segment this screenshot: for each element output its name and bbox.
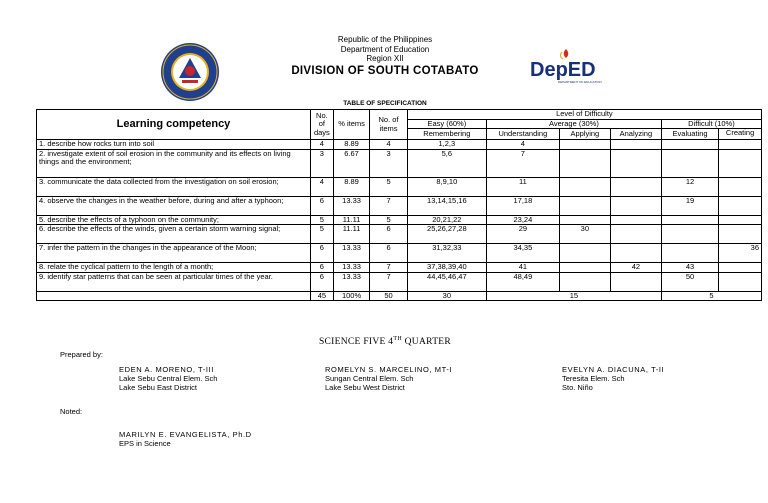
preparer-name: EDEN A. MORENO, T-III <box>119 365 214 374</box>
applying-cell <box>559 140 610 150</box>
competency-cell: 7. infer the pattern in the changes in the appearance of the Moon; <box>37 244 311 263</box>
total-easy: 30 <box>407 291 486 301</box>
items-cell: 6 <box>370 225 407 244</box>
analyzing-cell <box>610 177 661 196</box>
analyzing-cell <box>610 272 661 291</box>
table-row <box>37 215 762 225</box>
preparer-district: Sto. Niño <box>562 383 593 392</box>
header-level: Level of Difficulty <box>407 110 761 120</box>
evaluating-cell: 19 <box>661 196 718 215</box>
total-days: 45 <box>310 291 333 301</box>
analyzing-cell <box>610 244 661 263</box>
creating-cell <box>719 263 762 273</box>
analyzing-cell: 42 <box>610 263 661 273</box>
analyzing-cell <box>610 196 661 215</box>
preparer-district: Lake Sebu West District <box>325 383 405 392</box>
noted-name: MARILYN E. EVANGELISTA, Ph.D <box>119 430 252 439</box>
deped-wordmark-logo <box>528 48 604 86</box>
applying-cell <box>559 149 610 177</box>
header-difficult: Difficult (10%) <box>661 119 761 129</box>
preparer-district: Lake Sebu East District <box>119 383 197 392</box>
percent-cell: 8.89 <box>333 140 369 150</box>
preparer-school: Teresita Elem. Sch <box>562 374 625 383</box>
items-cell: 6 <box>370 244 407 263</box>
days-cell: 6 <box>310 272 333 291</box>
noted-signatory <box>119 430 252 448</box>
competency-cell: 5. describe the effects of a typhoon on the community; <box>37 215 311 225</box>
remembering-cell: 8,9,10 <box>407 177 486 196</box>
applying-cell <box>559 215 610 225</box>
preparer-school: Sungan Central Elem. Sch <box>325 374 414 383</box>
understanding-cell: 17,18 <box>486 196 559 215</box>
header-republic: Republic of the Philippines <box>337 35 433 44</box>
header-evaluating: Evaluating <box>661 129 718 140</box>
creating-cell <box>719 177 762 196</box>
days-cell: 6 <box>310 244 333 263</box>
evaluating-cell: 50 <box>661 272 718 291</box>
percent-cell: 11.11 <box>333 215 369 225</box>
evaluating-cell <box>661 244 718 263</box>
total-items: 50 <box>370 291 407 301</box>
header-applying: Applying <box>559 129 610 140</box>
days-cell: 4 <box>310 140 333 150</box>
understanding-cell: 41 <box>486 263 559 273</box>
header-average: Average (30%) <box>486 119 661 129</box>
header-items: No. of items <box>370 110 407 140</box>
preparer-school: Lake Sebu Central Elem. Sch <box>119 374 218 383</box>
header-competency: Learning competency <box>37 110 311 140</box>
applying-cell <box>559 263 610 273</box>
header-analyzing: Analyzing <box>610 129 661 140</box>
evaluating-cell <box>661 149 718 177</box>
table-row <box>37 225 762 244</box>
items-cell: 4 <box>370 140 407 150</box>
understanding-cell: 34,35 <box>486 244 559 263</box>
analyzing-cell <box>610 140 661 150</box>
header-percent: % items <box>333 110 369 140</box>
competency-cell: 1. describe how rocks turn into soil <box>37 140 311 150</box>
noted-title: EPS in Science <box>119 439 171 448</box>
analyzing-cell <box>610 225 661 244</box>
noted-label: Noted: <box>60 407 83 416</box>
remembering-cell: 44,45,46,47 <box>407 272 486 291</box>
percent-cell: 6.67 <box>333 149 369 177</box>
understanding-cell: 7 <box>486 149 559 177</box>
competency-cell: 4. observe the changes in the weather before, during and after a typhoon; <box>37 196 311 215</box>
days-cell: 3 <box>310 149 333 177</box>
applying-cell: 30 <box>559 225 610 244</box>
evaluating-cell <box>661 225 718 244</box>
header-department: Department of Education <box>340 44 430 54</box>
creating-cell: 36 <box>719 244 762 263</box>
creating-cell <box>719 272 762 291</box>
total-average: 15 <box>486 291 661 301</box>
evaluating-cell: 12 <box>661 177 718 196</box>
items-cell: 7 <box>370 196 407 215</box>
tos-title: TABLE OF SPECIFICATION <box>343 100 427 107</box>
total-percent: 100% <box>333 291 369 301</box>
remembering-cell: 37,38,39,40 <box>407 263 486 273</box>
table-row <box>37 177 762 196</box>
table-row <box>37 272 762 291</box>
percent-cell: 8.89 <box>333 177 369 196</box>
days-cell: 5 <box>310 215 333 225</box>
creating-cell <box>719 149 762 177</box>
deped-logo-text: DepED <box>530 59 596 81</box>
header-understanding: Understanding <box>486 129 559 140</box>
subtitle-rest: QUARTER <box>401 337 452 348</box>
remembering-cell: 1,2,3 <box>407 140 486 150</box>
document-header <box>200 35 570 78</box>
remembering-cell: 31,32,33 <box>407 244 486 263</box>
percent-cell: 13.33 <box>333 272 369 291</box>
items-cell: 7 <box>370 263 407 273</box>
competency-cell: 3. communicate the data collected from the investigation on soil erosion; <box>37 177 311 196</box>
remembering-cell: 13,14,15,16 <box>407 196 486 215</box>
days-cell: 4 <box>310 177 333 196</box>
percent-cell: 13.33 <box>333 263 369 273</box>
items-cell: 3 <box>370 149 407 177</box>
prepared-by-label: Prepared by: <box>60 350 103 359</box>
remembering-cell: 5,6 <box>407 149 486 177</box>
analyzing-cell <box>610 215 661 225</box>
table-row <box>37 140 762 150</box>
preparer-1 <box>119 365 217 392</box>
competency-cell: 9. identify star patterns that can be seen at particular times of the year. <box>37 272 311 291</box>
deped-logo-subtext: DEPARTMENT OF EDUCATION <box>558 80 602 84</box>
days-cell: 5 <box>310 225 333 244</box>
header-creating: Creating <box>719 129 762 140</box>
table-row <box>37 196 762 215</box>
table-of-specification <box>36 109 762 301</box>
document-subtitle <box>300 336 470 347</box>
preparer-2 <box>325 365 452 392</box>
understanding-cell: 29 <box>486 225 559 244</box>
header-easy: Easy (60%) <box>407 119 486 129</box>
percent-cell: 13.33 <box>333 196 369 215</box>
subtitle-sup: TH <box>393 336 402 342</box>
understanding-cell: 48,49 <box>486 272 559 291</box>
percent-cell: 13.33 <box>333 244 369 263</box>
items-cell: 5 <box>370 177 407 196</box>
items-cell: 7 <box>370 272 407 291</box>
header-region: Region XII <box>366 54 404 63</box>
remembering-cell: 20,21,22 <box>407 215 486 225</box>
understanding-cell: 11 <box>486 177 559 196</box>
header-days: No. of days <box>310 110 333 140</box>
creating-cell <box>719 215 762 225</box>
applying-cell <box>559 177 610 196</box>
evaluating-cell: 43 <box>661 263 718 273</box>
header-division: DIVISION OF SOUTH COTABATO <box>291 64 479 77</box>
applying-cell <box>559 244 610 263</box>
creating-cell <box>719 225 762 244</box>
evaluating-cell <box>661 140 718 150</box>
competency-cell: 8. relate the cyclical pattern to the length of a month; <box>37 263 311 273</box>
preparer-name: EVELYN A. DIACUNA, T-II <box>562 365 665 374</box>
creating-cell <box>719 140 762 150</box>
header-remembering: Remembering <box>407 129 486 140</box>
totals-row <box>37 291 762 301</box>
applying-cell <box>559 272 610 291</box>
understanding-cell: 23,24 <box>486 215 559 225</box>
evaluating-cell <box>661 215 718 225</box>
days-cell: 6 <box>310 263 333 273</box>
competency-cell: 6. describe the effects of the winds, given a certain storm warning signal; <box>37 225 311 244</box>
table-row <box>37 244 762 263</box>
table-row <box>37 149 762 177</box>
totals-label <box>37 291 311 301</box>
items-cell: 5 <box>370 215 407 225</box>
total-difficult: 5 <box>661 291 761 301</box>
preparer-name: ROMELYN S. MARCELINO, MT-I <box>325 365 453 374</box>
creating-cell <box>719 196 762 215</box>
percent-cell: 11.11 <box>333 225 369 244</box>
competency-cell: 2. investigate extent of soil erosion in the community and its effects on living things and the environment; <box>37 149 311 177</box>
preparer-3 <box>562 365 664 392</box>
days-cell: 6 <box>310 196 333 215</box>
remembering-cell: 25,26,27,28 <box>407 225 486 244</box>
applying-cell <box>559 196 610 215</box>
understanding-cell: 4 <box>486 140 559 150</box>
table-row <box>37 263 762 273</box>
analyzing-cell <box>610 149 661 177</box>
subtitle-main: SCIENCE FIVE 4 <box>318 337 394 348</box>
